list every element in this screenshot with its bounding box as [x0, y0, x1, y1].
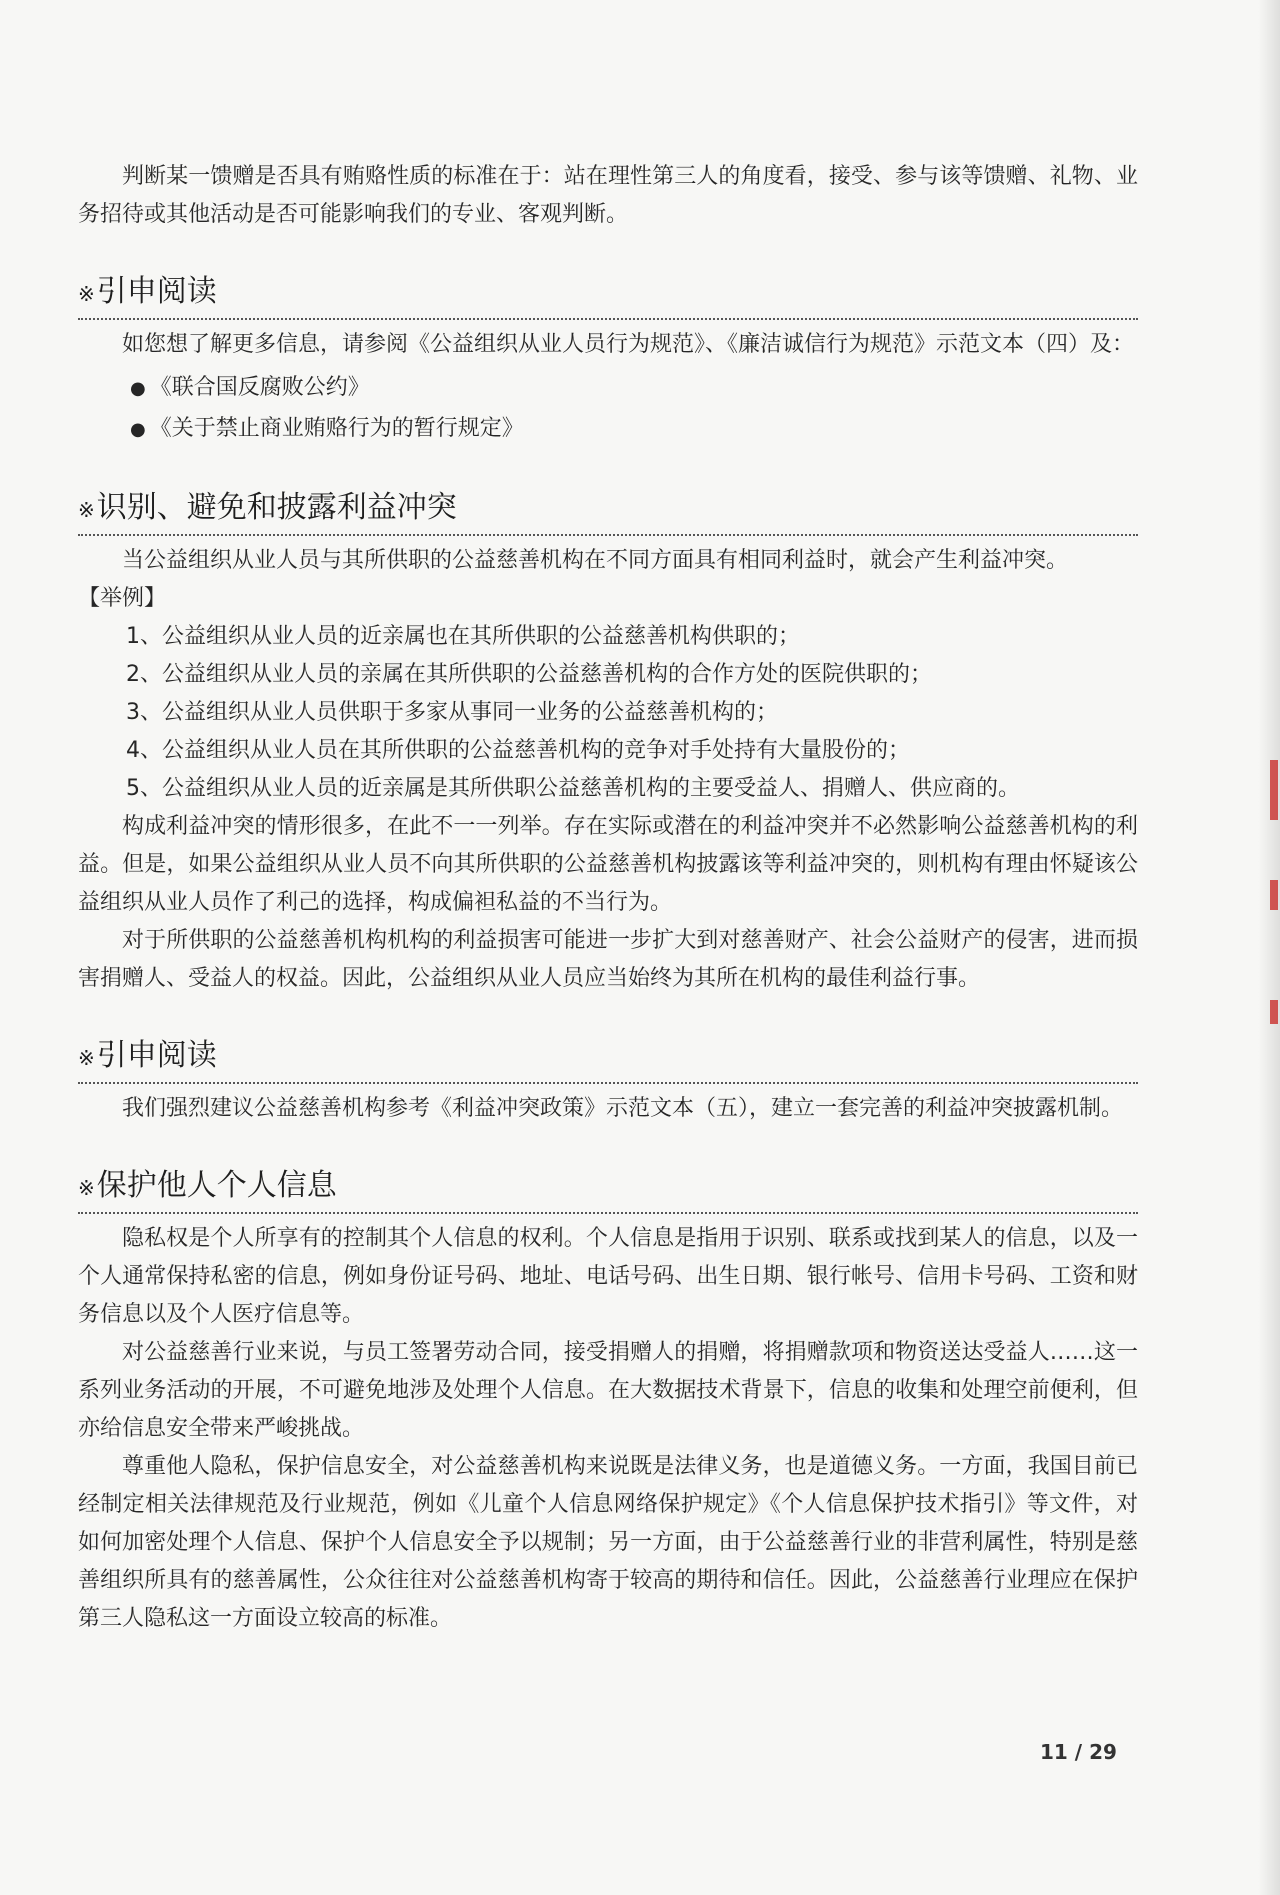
list-item: 3、公益组织从业人员供职于多家从事同一业务的公益慈善机构的；	[126, 700, 778, 725]
privacy-definition-paragraph: 隐私权是个人所享有的控制其个人信息的权利。个人信息是指用于识别、联系或找到某人的信息，以及一个人通常保持私密的信息，例如身份证号码、地址、电话号码、出生日期、银行帐号、信用卡号码、工资和财务信息以及个人医疗信息等。	[78, 1226, 1138, 1327]
list-item: ● 《联合国反腐败公约》	[130, 375, 370, 400]
privacy-sector-paragraph: 对公益慈善行业来说，与员工签署劳动合同，接受捐赠人的捐赠，将捐赠款项和物资送达受益人……这一系列业务活动的开展，不可避免地涉及处理个人信息。在大数据技术背景下，信息的收集和处理空前便利，但亦给信息安全带来严峻挑战。	[78, 1340, 1138, 1441]
reference-mark-icon: ※	[78, 498, 95, 522]
red-stamp-edge-mark	[1270, 760, 1278, 820]
section-heading-text: 保护他人个人信息	[96, 1168, 337, 1203]
section-heading-further-reading	[78, 272, 1138, 320]
intro-paragraph: 判断某一馈赠是否具有贿赂性质的标准在于：站在理性第三人的角度看，接受、参与该等馈赠、礼物、业务招待或其他活动是否可能影响我们的专业、客观判断。	[78, 164, 1138, 227]
page-edge-shadow	[1258, 0, 1280, 1895]
further-reading-paragraph: 如您想了解更多信息，请参阅《公益组织从业人员行为规范》、《廉洁诚信行为规范》示范文本（四）及：	[122, 332, 1135, 357]
disclosure-recommendation-paragraph: 我们强烈建议公益慈善机构参考《利益冲突政策》示范文本（五），建立一套完善的利益冲突披露机制。	[122, 1096, 1124, 1121]
bullet-icon: ●	[130, 419, 146, 440]
section-heading-further-reading-2	[78, 1036, 1138, 1084]
conflict-conclusion-paragraph: 对于所供职的公益慈善机构机构的利益损害可能进一步扩大到对慈善财产、社会公益财产的侵害，进而损害捐赠人、受益人的权益。因此，公益组织从业人员应当始终为其所在机构的最佳利益行事。	[78, 928, 1138, 991]
page-content	[78, 158, 1138, 1638]
section-heading-text: 引申阅读	[96, 274, 217, 309]
list-item: 5、公益组织从业人员的近亲属是其所供职公益慈善机构的主要受益人、捐赠人、供应商的。	[126, 776, 1021, 801]
section-heading-protect-personal-info	[78, 1166, 1138, 1214]
example-label: 【举例】	[78, 586, 167, 611]
conflict-explanation-paragraph: 构成利益冲突的情形很多，在此不一一列举。存在实际或潜在的利益冲突并不必然影响公益慈善机构的利益。但是，如果公益组织从业人员不向其所供职的公益慈善机构披露该等利益冲突的，则机构有理由怀疑该公益组织从业人员作了利己的选择，构成偏袒私益的不当行为。	[78, 814, 1138, 915]
red-stamp-edge-mark	[1270, 880, 1278, 910]
section-heading-conflict-of-interest	[78, 488, 1138, 536]
section-heading-text: 引申阅读	[96, 1038, 217, 1073]
reference-mark-icon: ※	[78, 1046, 95, 1070]
privacy-obligation-paragraph: 尊重他人隐私，保护信息安全，对公益慈善机构来说既是法律义务，也是道德义务。一方面，我国目前已经制定相关法律规范及行业规范，例如《儿童个人信息网络保护规定》《个人信息保护技术指引》等文件，对如何加密处理个人信息、保护个人信息安全予以规制；另一方面，由于公益慈善行业的非营利属性，特别是慈善组织所具有的慈善属性，公众往往对公益慈善机构寄于较高的期待和信任。因此，公益慈善行业理应在保护第三人隐私这一方面设立较高的标准。	[78, 1454, 1138, 1631]
section-heading-text: 识别、避免和披露利益冲突	[96, 490, 457, 525]
page-number: 11 / 29	[1040, 1740, 1117, 1764]
reference-mark-icon: ※	[78, 1176, 95, 1200]
red-stamp-edge-mark	[1270, 1000, 1278, 1024]
list-item: 1、公益组织从业人员的近亲属也在其所供职的公益慈善机构供职的；	[126, 624, 800, 649]
bullet-icon: ●	[130, 378, 146, 399]
reference-mark-icon: ※	[78, 282, 95, 306]
conflict-definition-paragraph: 当公益组织从业人员与其所供职的公益慈善机构在不同方面具有相同利益时，就会产生利益冲突。	[122, 548, 1069, 573]
reference-list	[78, 368, 1138, 450]
list-item: 2、公益组织从业人员的亲属在其所供职的公益慈善机构的合作方处的医院供职的；	[126, 662, 932, 687]
example-list	[78, 618, 1138, 808]
list-item: 4、公益组织从业人员在其所供职的公益慈善机构的竞争对手处持有大量股份的；	[126, 738, 910, 763]
list-item: ● 《关于禁止商业贿赂行为的暂行规定》	[130, 416, 524, 441]
